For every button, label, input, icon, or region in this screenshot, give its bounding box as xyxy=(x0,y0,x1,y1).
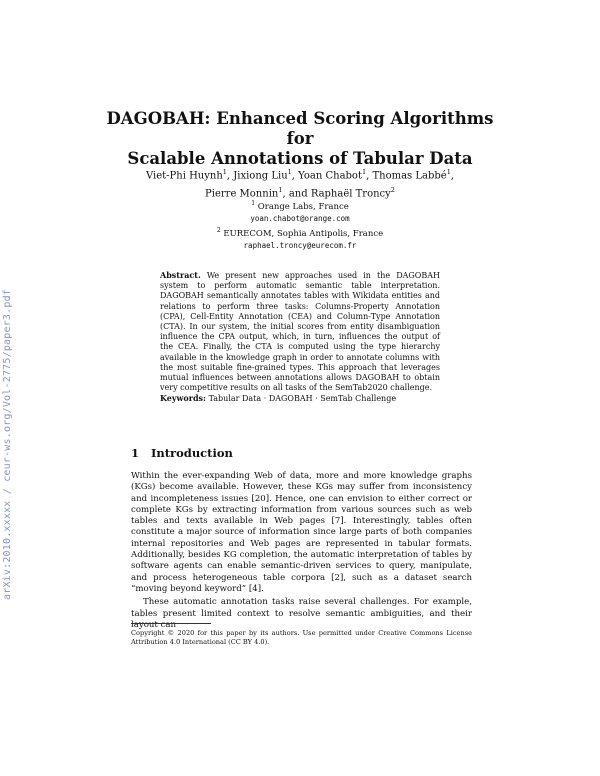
paper-title xyxy=(100,109,500,169)
author-name: Pierre Monnin xyxy=(205,188,279,200)
author-affiliation-mark: 1 xyxy=(222,168,227,176)
abstract-label: Abstract. xyxy=(160,270,201,280)
affiliation-email: yoan.chabot@orange.com xyxy=(250,214,350,224)
abstract xyxy=(160,270,440,393)
author-affiliation-mark: 1 xyxy=(278,186,283,195)
affiliation-number: 1 xyxy=(251,200,256,207)
author-name: Thomas Labbé xyxy=(372,170,447,182)
section-body xyxy=(131,471,472,631)
author-name: Yoan Chabot xyxy=(298,170,362,182)
affiliation-email: raphael.troncy@eurecom.fr xyxy=(243,241,357,251)
keywords-text: Tabular Data · DAGOBAH · SemTab Challenge xyxy=(208,394,397,403)
affiliation-number: 2 xyxy=(216,226,221,234)
author-list: Viet-Phi Huynh$^1$, Jixiong Liu$^1$, Yoan Chabot$^1$, Thomas Labbé$^1$, Pierre Monnin$^1$, and Raphaël Troncy$^2$ xyxy=(145,168,455,200)
affiliation-item xyxy=(150,198,450,213)
author-name: Jixiong Liu xyxy=(233,170,288,182)
side-url-label[interactable]: arXiv:2010.xxxxx / ceur-ws.org/Vol-2775/paper3.pdf xyxy=(2,288,13,600)
title-line-1: DAGOBAH: Enhanced Scoring Algorithms for xyxy=(106,109,494,148)
copyright-footnote: Copyright © 2020 for this paper by its authors. Use permitted under Creative Commons License Attribution 4.0 International (CC BY 4.0). xyxy=(131,629,472,646)
author-name: Viet-Phi Huynh xyxy=(145,170,223,182)
title-line-2: Scalable Annotations of Tabular Data xyxy=(127,149,473,168)
author-affiliation-mark: 1 xyxy=(361,168,367,176)
keywords-label: Keywords: xyxy=(160,393,207,403)
author-affiliation-mark: 2 xyxy=(390,186,395,195)
affiliation-org: EURECOM, Sophia Antipolis, France xyxy=(223,228,384,239)
footnote-rule xyxy=(131,623,211,624)
section-heading xyxy=(131,446,233,460)
affiliation-list xyxy=(150,198,450,252)
affiliation-org: Orange Labs, France xyxy=(257,201,349,212)
author-affiliation-mark: 1 xyxy=(287,168,292,176)
section-number: 1 xyxy=(131,446,140,460)
author-name: Raphaël Troncy xyxy=(310,188,391,200)
section-title: Introduction xyxy=(151,446,233,460)
affiliation-item xyxy=(150,225,450,240)
author-affiliation-mark: 1 xyxy=(446,168,451,176)
body-paragraph: Within the ever-expanding Web of data, more and more knowledge graphs (KGs) become available. However, these KGs may suffer from inconsistency and incompleteness issues [20]. Hence, one can envision to either correct or complete KGs by extracting information from various sources such as web tables and texts available in Web pages [7]. Interestingly, tables often constitute a major source of information since large parts of both companies internal repositories and Web pages are represented in tabular formats. Additionally, besides KG completion, the automatic interpretation of tables by software agents can enable semantic-driven services to query, manipulate, and process heterogeneous table corpora [2], such as a dataset search “moving beyond keyword” [4]. xyxy=(131,471,472,594)
body-paragraph: These automatic annotation tasks raise several challenges. For example, tables present limited context to resolve semantic ambiguities, and their layout can xyxy=(131,597,472,630)
keywords xyxy=(160,393,450,404)
abstract-text: We present new approaches used in the DAGOBAH system to perform automatic semantic table interpretation. DAGOBAH semantically annotates tables with Wikidata entities and relations to perform three tasks: Columns-Property Annotation (CPA), Cell-Entity Annotation (CEA) and Column-Type Annotation (CTA). In our system, the initial scores from entity disambiguation influence the CPA output, which, in turn, influences the output of the CEA. Finally, the CTA is computed using the type hierarchy available in the knowledge graph in order to annotate columns with the most suitable fine-grained types. This approach that leverages mutual influences between annotations allows DAGOBAH to obtain very competitive results on all tasks of the SemTab2020 challenge. xyxy=(160,271,440,393)
